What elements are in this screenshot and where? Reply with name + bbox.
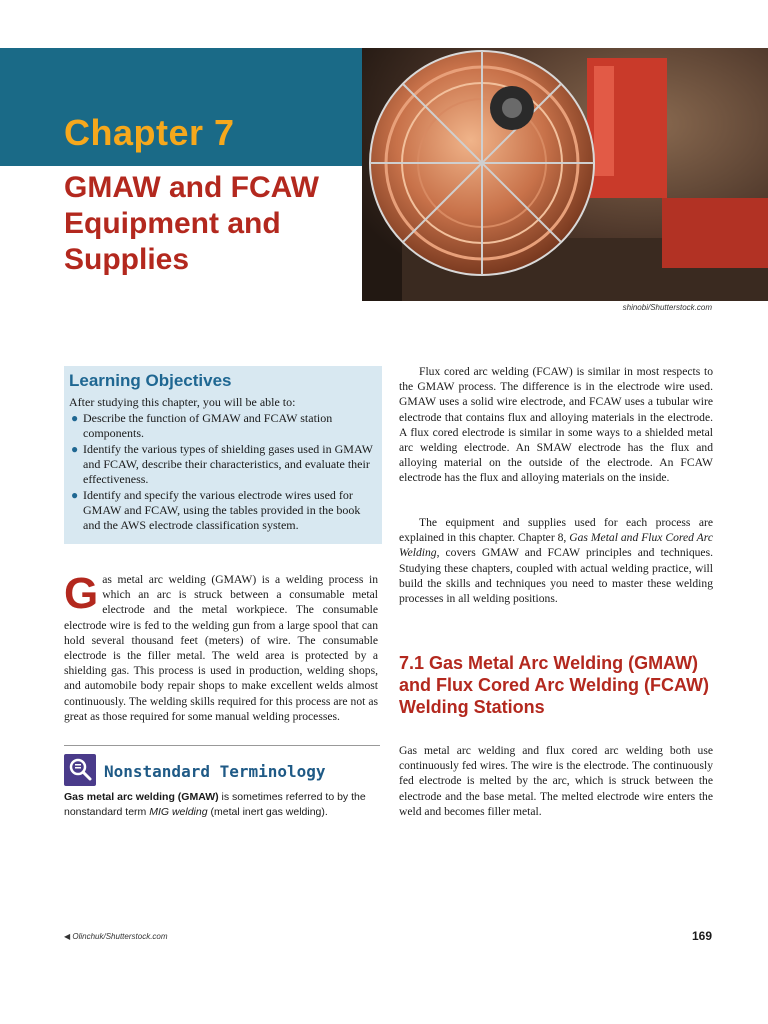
term: Gas metal arc welding (GMAW): [64, 791, 219, 803]
objective-text: Identify the various types of shielding gases used in GMAW and FCAW, describe their characteristics, and evaluate their effectiveness.: [83, 442, 373, 486]
objective-text: Identify and specify the various electrode wires used for GMAW and FCAW, using the tables provided in the book and the AWS electrode classification system.: [83, 488, 361, 532]
drop-cap: G: [64, 569, 99, 618]
equipment-text-before: The equipment and supplies used for each process are explained in this chapter. Chapter 8,: [399, 516, 713, 545]
bullet-icon: ●: [71, 442, 79, 456]
chapter-title: GMAW and FCAW Equipment and Supplies: [64, 171, 319, 276]
equipment-text-after: , covers GMAW and FCAW principles and techniques. Studying these chapters, coupled with actual welding practice, will build the skills and techniques you need to master these welding processes in all welding positions.: [399, 546, 713, 606]
section-heading: 7.1 Gas Metal Arc Welding (GMAW) and Flux Cored Arc Welding (FCAW) Welding Stations: [399, 653, 709, 717]
list-item: [69, 442, 376, 487]
page-number: 169: [691, 929, 712, 943]
learning-objectives-heading: Learning Objectives: [69, 371, 232, 390]
nonstandard-terminology-heading: Nonstandard Terminology: [104, 762, 326, 781]
chapter-label: Chapter 7: [64, 112, 235, 153]
intro-paragraph: [64, 569, 378, 724]
terminology-text: [64, 790, 380, 820]
bullet-icon: ●: [71, 488, 79, 502]
list-item: [69, 488, 376, 533]
stations-paragraph: Gas metal arc welding and flux cored arc welding both use continuously fed wires. The wire is the electrode. The continuously fed electrode is melted by the arc, which is struck between the electrode and the base metal. The melted electrode wire enters the weld and becomes filler metal.: [399, 744, 713, 818]
bullet-icon: ●: [71, 411, 79, 425]
welding-wire-spool-photo: [362, 48, 768, 301]
learning-objectives-box: [64, 366, 382, 544]
term-text-after: (metal inert gas welding).: [207, 806, 328, 818]
chapter8-title: Gas Metal and Flux Cored Arc Welding: [399, 531, 713, 560]
list-item: [69, 411, 376, 441]
equipment-paragraph: [399, 515, 713, 606]
divider: [64, 745, 380, 746]
intro-text: as metal arc welding (GMAW) is a welding process in which an arc is struck between a consumable metal electrode and the metal workpiece. The consumable electrode wire is fed to the welding gun from a large spool that can hold several thousand feet (meters) of wire. The consumable electrode is the filler metal. The weld area is protected by a shielding gas. This process is used in production, welding shops, and automobile body repair shops to make excellent welds almost continuously. The welding skills required for this process are not as great as those required for some manual welding processes.: [64, 573, 378, 723]
photo-credit: shinobi/Shutterstock.com: [622, 303, 712, 312]
footer-photo-credit: ◀ Olinchuk/Shutterstock.com: [64, 932, 168, 941]
objective-text: Describe the function of GMAW and FCAW station components.: [83, 411, 333, 440]
fcaw-paragraph: Flux cored arc welding (FCAW) is similar in most respects to the GMAW process. The difference is in the electrode wire used. GMAW uses a solid wire electrode, and FCAW uses a tubular wire electrode that contains flux and alloying materials in the electrode. A flux cored electrode is similar in some ways to a shielded metal arc welding electrode. An SMAW electrode has the flux and alloying material on the outside of the electrode. An FCAW electrode has the flux and alloying materials on the inside.: [399, 365, 713, 485]
term-text-before: is sometimes referred to by the nonstandard term: [64, 791, 366, 818]
learning-objectives-intro: After studying this chapter, you will be able to:: [69, 395, 296, 409]
magnifier-icon: [64, 754, 96, 786]
learning-objectives-list: [69, 411, 376, 533]
alt-term: MIG welding: [149, 806, 208, 818]
